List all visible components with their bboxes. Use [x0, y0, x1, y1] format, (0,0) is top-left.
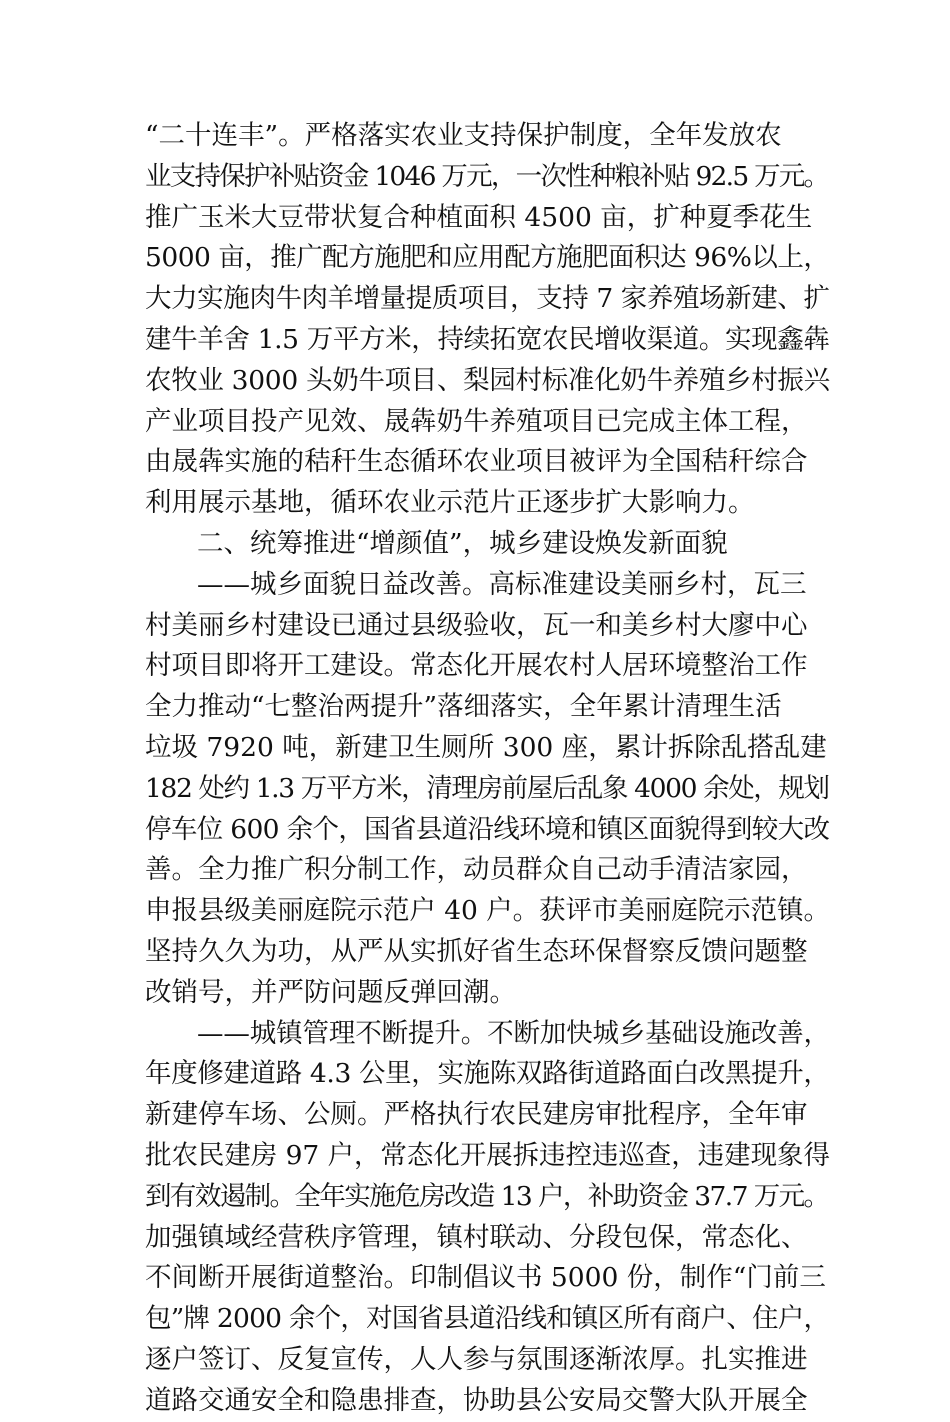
text-line: “二十连丰”。严格落实农业支持保护制度，全年发放农 [145, 120, 782, 151]
text-line: 道路交通安全和隐患排查，协助县公安局交警大队开展全 [145, 1384, 808, 1416]
text-line: 全力推动“七整治两提升”落细落实，全年累计清理生活 [145, 691, 782, 723]
text-line: 村美丽乡村建设已通过县级验收，瓦一和美乡村大廖中心 [145, 609, 808, 641]
text-line: 新建停车场、公厕。严格执行农民建房审批程序，全年审 [145, 1099, 808, 1131]
text-line: 农牧业 3000 头奶牛项目、梨园村标准化奶牛养殖乡村振兴 [145, 364, 830, 396]
text-line: 停车位 600 余个，国省县道沿线环境和镇区面貌得到较大改 [145, 813, 830, 845]
text-line: 业支持保护补贴资金 1046 万元，一次性种粮补贴 92.5 万元。 [145, 160, 829, 192]
text-line: 加强镇域经营秩序管理，镇村联动、分段包保，常态化、 [145, 1221, 808, 1253]
text-line: ——城乡面貌日益改善。高标准建设美丽乡村，瓦三 [197, 568, 807, 600]
text-line: 善。全力推广积分制工作，动员群众自己动手清洁家园， [145, 854, 808, 886]
text-line: 建牛羊舍 1.5 万平方米，持续拓宽农民增收渠道。实现鑫犇 [145, 323, 830, 355]
text-line: 不间断开展街道整治。印制倡议书 5000 份，制作“门前三 [145, 1262, 826, 1294]
text-line: 坚持久久为功，从严从实抓好省生态环保督察反馈问题整 [145, 935, 808, 967]
text-line: 到有效遏制。全年实施危房改造 13 户，补助资金 37.7 万元。 [145, 1180, 829, 1212]
text-line: 包”牌 2000 余个，对国省县道沿线和镇区所有商户、住户， [145, 1303, 830, 1335]
text-line: 改销号，并严防问题反弹回潮。 [145, 976, 516, 1008]
text-line: 申报县级美丽庭院示范户 40 户。获评市美丽庭院示范镇。 [145, 895, 830, 927]
document-body-text [145, 116, 830, 1422]
text-line: 182 处约 1.3 万平方米，清理房前屋后乱象 4000 余处，规划 [145, 772, 829, 804]
text-line: 村项目即将开工建设。常态化开展农村人居环境整治工作 [145, 650, 808, 682]
text-line: ——城镇管理不断提升。不断加快城乡基础设施改善， [197, 1017, 830, 1049]
text-line: 二、统筹推进“增颜值”，城乡建设焕发新面貌 [197, 527, 728, 559]
text-line: 由晟犇实施的秸秆生态循环农业项目被评为全国秸秆综合 [145, 446, 808, 478]
text-line: 推广玉米大豆带状复合种植面积 4500 亩，扩种夏季花生 [145, 201, 813, 233]
text-line: 逐户签订、反复宣传，人人参与氛围逐渐浓厚。扎实推进 [145, 1343, 808, 1375]
text-line: 5000 亩，推广配方施肥和应用配方施肥面积达 96%以上， [145, 242, 830, 274]
text-line: 垃圾 7920 吨，新建卫生厕所 300 座，累计拆除乱搭乱建 [145, 731, 827, 763]
text-line: 大力实施肉牛肉羊增量提质项目，支持 7 家养殖场新建、扩 [145, 283, 830, 315]
text-line: 批农民建房 97 户，常态化开展拆违控违巡查，违建现象得 [145, 1139, 830, 1171]
text-line: 利用展示基地，循环农业示范片正逐步扩大影响力。 [145, 487, 755, 519]
text-line: 年度修建道路 4.3 公里，实施陈双路街道路面白改黑提升， [145, 1058, 830, 1090]
text-line: 产业项目投产见效、晟犇奶牛养殖项目已完成主体工程， [145, 405, 808, 437]
